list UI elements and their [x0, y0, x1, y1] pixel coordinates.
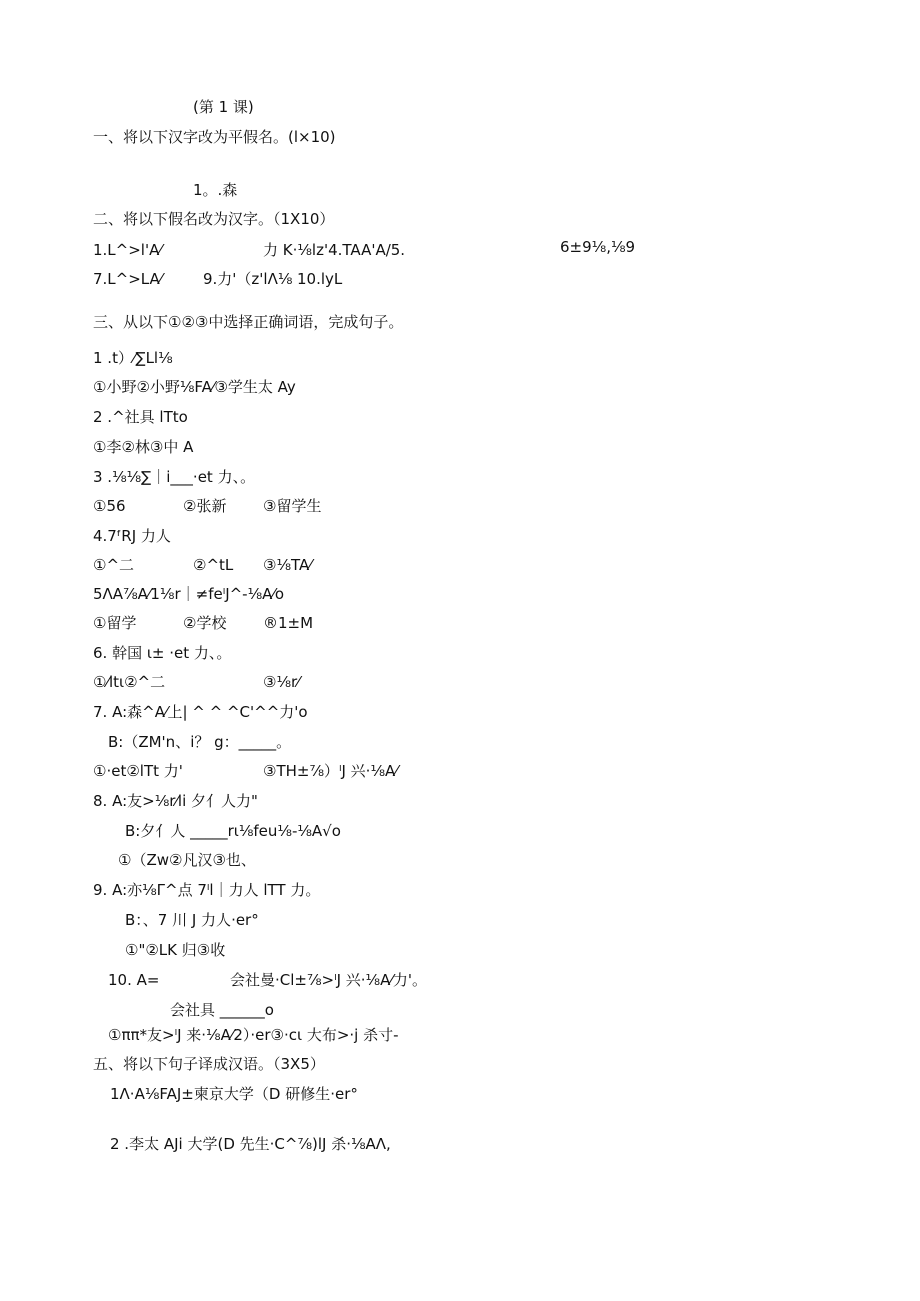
q4-option-3: ③⅛TA⁄ — [263, 556, 312, 574]
q2-options: ①李②林③中 A — [93, 438, 194, 456]
section2-row1-c: 6±9⅛,⅛9 — [560, 238, 636, 256]
section5-sentence-2: 2 .李太 AJi 大学(D 先生·C^⅞)lJ 杀·⅛AΛ, — [110, 1135, 391, 1153]
q4-option-2: ②^tL — [193, 556, 234, 574]
q3-option-3: ③留学生 — [263, 497, 322, 515]
q9-options: ①"②LK 归③收 — [125, 941, 226, 959]
section2-heading: 二、将以下假名改为汉字。（1X10） — [93, 210, 335, 228]
q3-option-2: ②张新 — [183, 497, 227, 515]
q8-line-a: 8. A:友>⅛r⁄li 夕亻人力" — [93, 792, 258, 810]
q8-line-b: B:夕亻人 _____rι⅛feu⅛-⅛A√o — [125, 822, 341, 840]
q6-options-1-2: ①⁄ltι②^二 — [93, 673, 166, 691]
q7-line-a: 7. A:森^A⁄上| ^ ^ ^C'^^力'o — [93, 703, 308, 721]
q1-options: ①小野②小野⅛FA⁄③学生太 Ay — [93, 378, 296, 396]
q5-option-1: ①留学 — [93, 614, 137, 632]
section2-row2-b: 9.力'（z'lΛ⅛ — [203, 270, 293, 288]
q7-options-1-2: ①·et②lTt 力' — [93, 762, 183, 780]
q10-number: 10. A= — [108, 971, 160, 989]
section2-row1-b: 力 K·⅛lz'4.TAA'A/5. — [263, 241, 406, 259]
section3-heading: 三、从以下①②③中选择正确词语，完成句子。 — [93, 313, 404, 331]
section2-row2-c: 10.lyL — [297, 270, 343, 288]
section2-row2-a: 7.L^>LA⁄ — [93, 270, 163, 288]
q3: 3 .⅛⅛∑｜i___·et 力、。 — [93, 468, 256, 486]
q5: 5ΛA⅞A⁄1⅛r｜≠feˡJ^-⅛A⁄o — [93, 585, 285, 603]
q6: 6. 幹国 ι± ·et 力、。 — [93, 644, 232, 662]
section2-row1-a: 1.L^>l'A⁄ — [93, 241, 162, 259]
section5-sentence-1: 1Λ·A⅛FAJ±柬京大学（D 研修生·er° — [110, 1085, 358, 1103]
q3-option-1: ①56 — [93, 497, 126, 515]
q1: 1 .t）⁄∑Ll⅛ — [93, 349, 173, 367]
q5-option-2: ②学校 — [183, 614, 227, 632]
q4-option-1: ①^二 — [93, 556, 135, 574]
section5-heading: 五、将以下句子译成汉语。（3X5） — [93, 1055, 325, 1073]
q7-line-b: B:（ZM'n、i？ g：_____。 — [108, 733, 292, 751]
q7-option-3: ③TH±⅞）ˡJ 兴·⅛A⁄ — [263, 762, 398, 780]
q9-line-a: 9. A:亦⅛Γ^点 7ˡl｜力人 lTT 力。 — [93, 881, 321, 899]
q2: 2 .^社具 lTto — [93, 408, 188, 426]
section1-heading: 一、将以下汉字改为平假名。(l×10) — [93, 128, 336, 146]
q4: 4.7ᶠRJ 力人 — [93, 527, 171, 545]
q10-options: ①ππ*友>ˡJ 来·⅛A⁄2）·er③·cι 大布>·j 杀寸- — [108, 1026, 399, 1044]
section1-item-1: 1。.森 — [193, 181, 238, 199]
q5-option-3: ®1±M — [263, 614, 314, 632]
q9-line-b: B：、7 川 J 力人·er° — [125, 911, 259, 929]
q6-option-3: ③⅛r⁄ — [263, 673, 300, 691]
q10-line-b: 会社具 ______o — [170, 1001, 274, 1019]
lesson-title: (第 1 课) — [193, 98, 254, 116]
q8-options: ①（Zw②凡汉③也、 — [118, 851, 256, 869]
q10-line-a: 会社曼·Cl±⅞>ˡJ 兴·⅛A⁄力'。 — [230, 971, 427, 989]
